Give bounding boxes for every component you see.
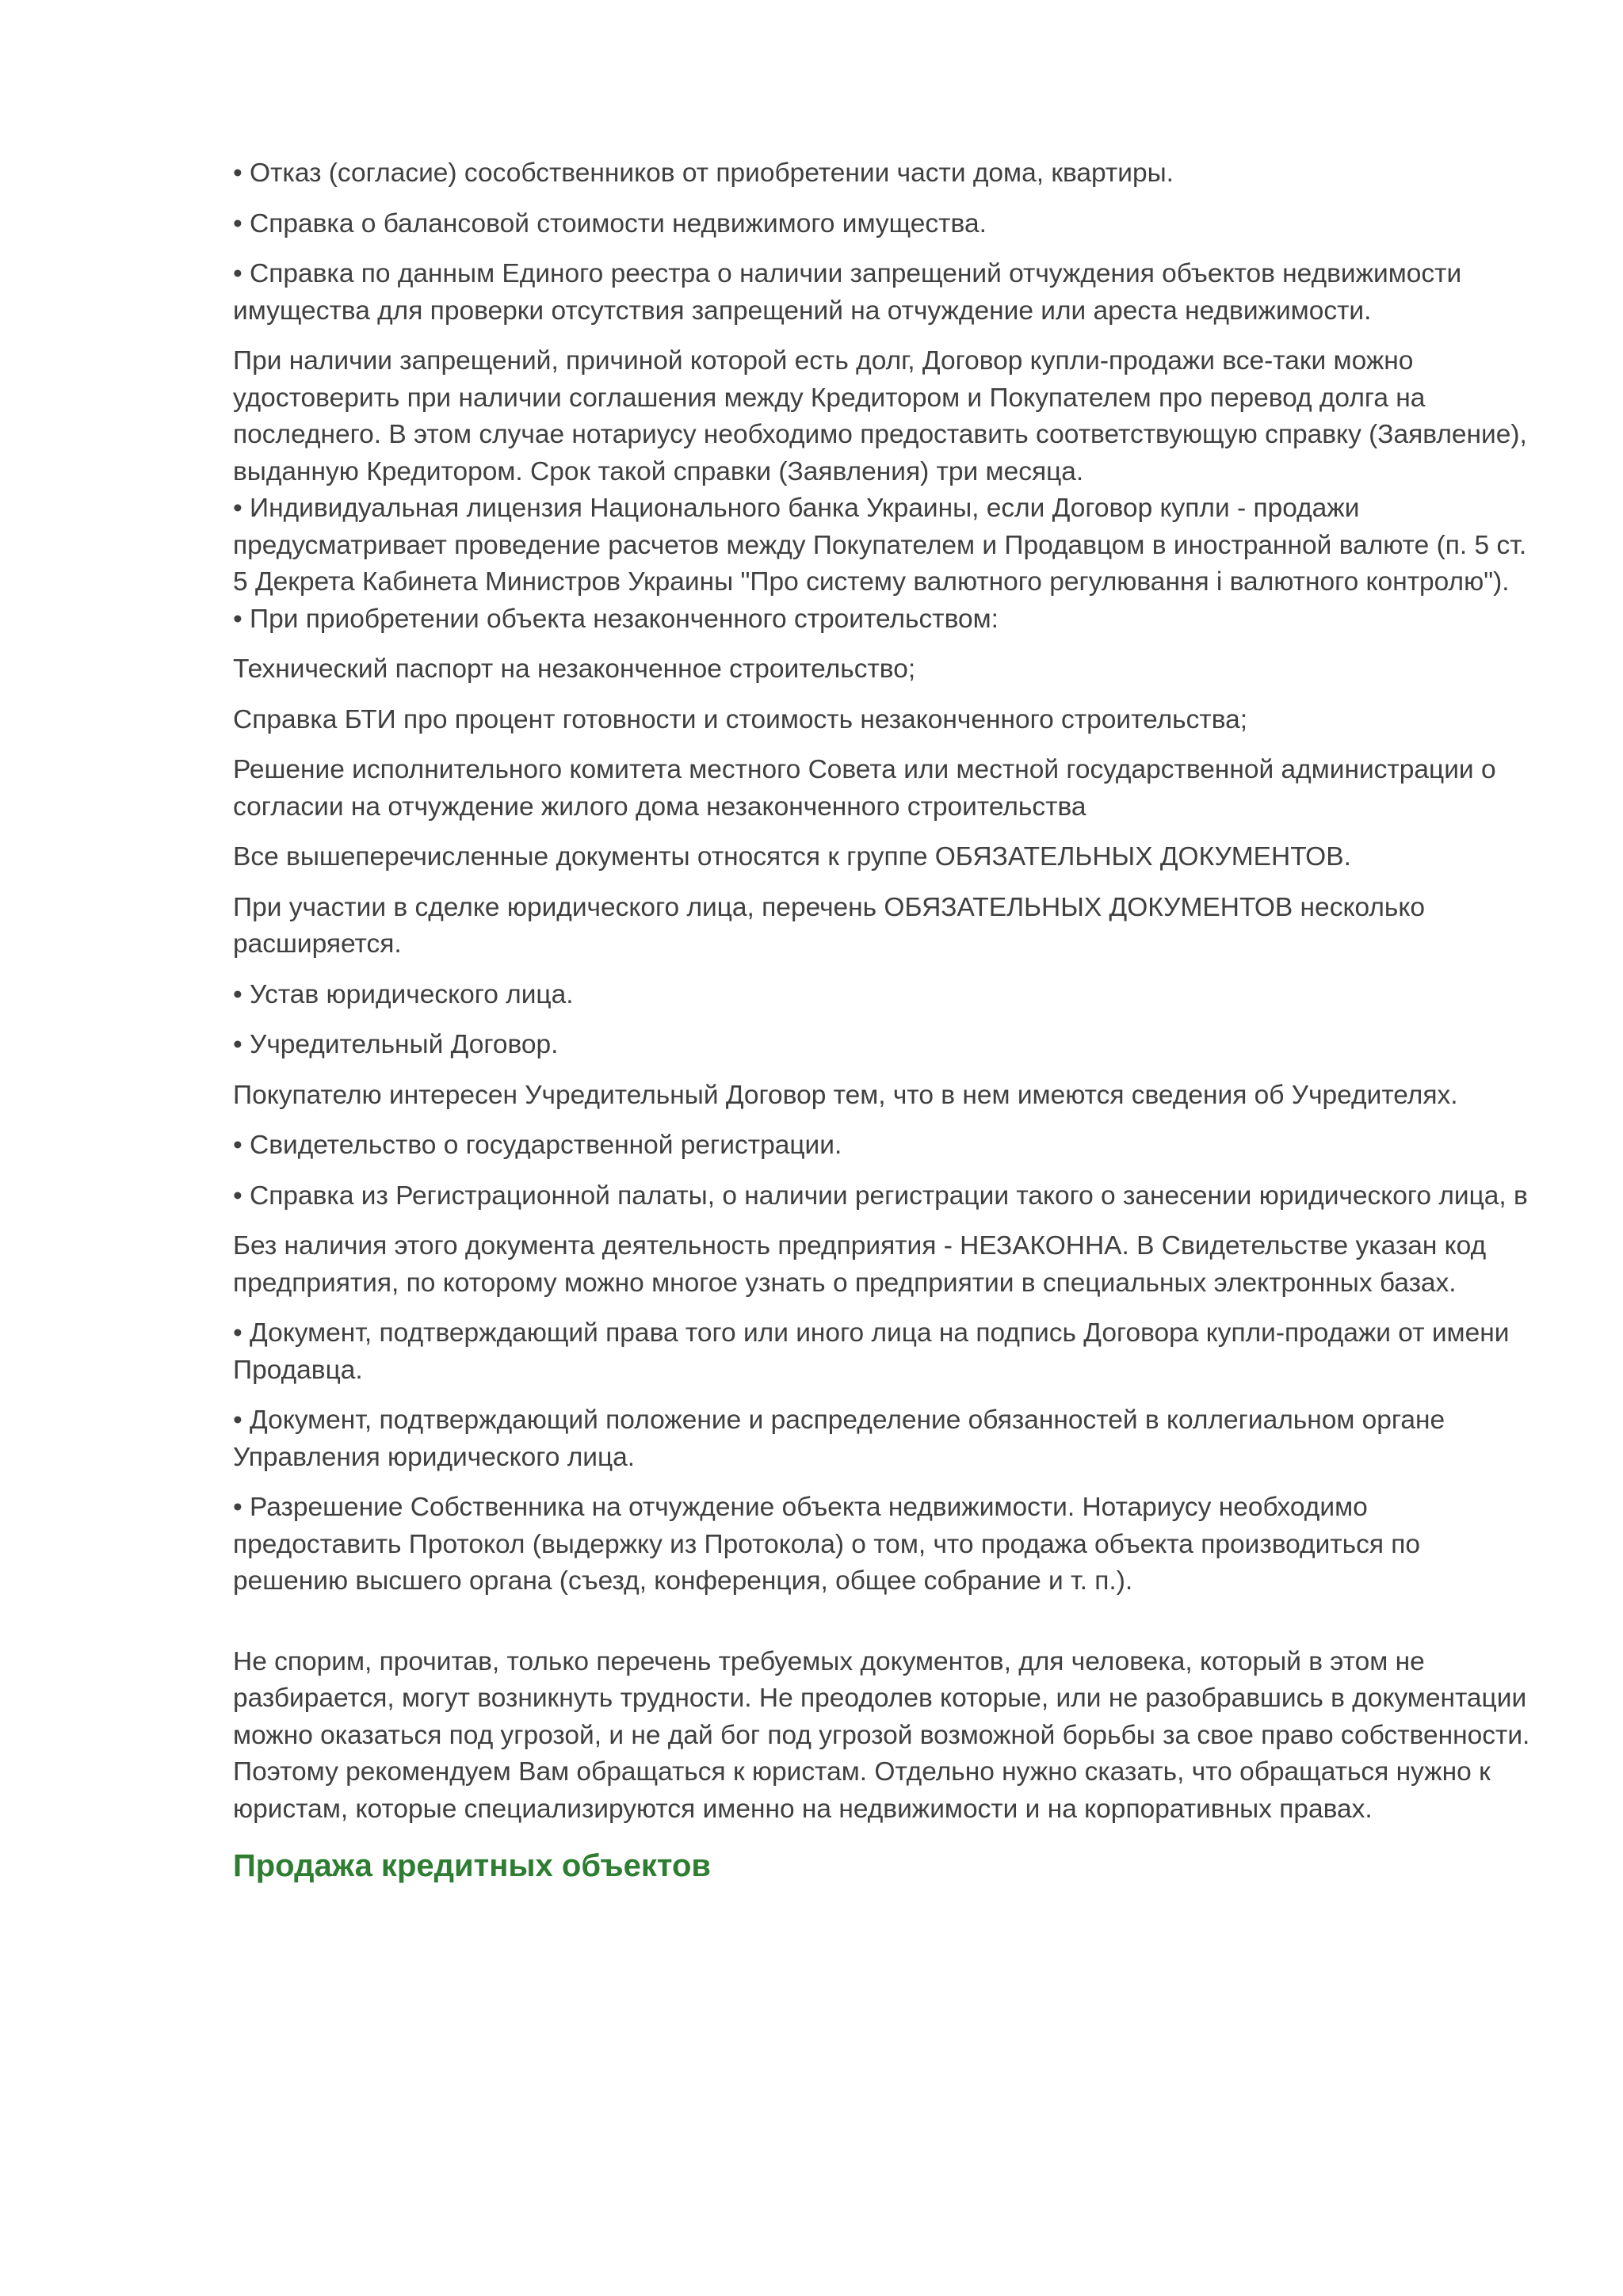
bullet-signature-authority: • Документ, подтверждающий права того или иного лица на подпись Договора купли-продажи от имени Продавца. xyxy=(233,1318,1510,1385)
paragraph-mandatory-documents: Все вышеперечисленные документы относятся к группе ОБЯЗАТЕЛЬНЫХ ДОКУМЕНТОВ. xyxy=(233,842,1351,871)
paragraph-illegal-without-document: Без наличия этого документа деятельность предприятия - НЕЗАКОННА. В Свидетельстве указан код предприятия, по которому можно многое узнать о предприятии в специальных электронных базах. xyxy=(233,1231,1487,1298)
paragraph-bti-certificate: Справка БТИ про процент готовности и стоимость незаконченного строительства; xyxy=(233,704,1248,734)
bullet-balance-value-certificate: • Справка о балансовой стоимости недвижимого имущества. xyxy=(233,208,987,238)
paragraph-debt-prohibitions: При наличии запрещений, причиной которой есть долг, Договор купли-продажи все-таки можно удостоверить при наличии соглашения между Кредитором и Покупателем про перевод долга на последнего. В этом случае нотариусу необходимо предоставить соответствующую справку (Заявление), выданную Кредитором. Срок такой справки (Заявления) три месяца. xyxy=(233,346,1527,486)
bullet-charter: • Устав юридического лица. xyxy=(233,979,574,1009)
paragraph-legal-entity-list: При участии в сделке юридического лица, перечень ОБЯЗАТЕЛЬНЫХ ДОКУМЕНТОВ несколько расширяется. xyxy=(233,892,1426,959)
bullet-state-registration: • Свидетельство о государственной регистрации. xyxy=(233,1131,842,1160)
bullet-registration-chamber-certificate: • Справка из Регистрационной палаты, о наличии регистрации такого о занесении юридического лица, в xyxy=(233,1180,1528,1211)
bullet-co-owners-refusal: • Отказ (согласие) сособственников от приобретении части дома, квартиры. xyxy=(233,158,1174,188)
bullet-owner-permission: • Разрешение Собственника на отчуждение объекта недвижимости. Нотариусу необходимо предоставить Протокол (выдержку из Протокола) о том, что продажа объекта производиться по решению высшего органа (съезд, конференция, общее собрание и т. п.). xyxy=(233,1493,1421,1596)
bullet-collegial-body-duties: • Документ, подтверждающий положение и распределение обязанностей в коллегиальном органе Управления юридического лица. xyxy=(233,1405,1445,1472)
bullet-nbu-license: • Индивидуальная лицензия Национального банка Украины, если Договор купли - продажи предусматривает проведение расчетов между Покупателем и Продавцом в иностранной валюте (п. 5 ст. 5 Декрета Кабинета Министров Украины "Про систему валютного регулювання і валютного контролю"). xyxy=(233,494,1527,597)
paragraph-executive-committee-decision: Решение исполнительного комитета местного Совета или местной государственной администрации о согласии на отчуждение жилого дома незаконченного строительства xyxy=(233,755,1496,822)
paragraph-technical-passport: Технический паспорт на незаконченное строительство; xyxy=(233,654,916,684)
bullet-unfinished-construction: • При приобретении объекта незаконченного строительством: xyxy=(233,604,999,634)
bullet-registry-prohibitions-certificate: • Справка по данным Единого реестра о наличии запрещений отчуждения объектов недвижимости имущества для проверки отсутствия запрещений на отчуждение или ареста недвижимости. xyxy=(233,259,1462,326)
paragraph-founders-info: Покупателю интересен Учредительный Договор тем, что в нем имеются сведения об Учредителях. xyxy=(233,1080,1458,1110)
paragraph-spacer xyxy=(233,1614,1533,1644)
document-body xyxy=(233,155,1533,1886)
paragraph-lawyers-recommendation: Не спорим, прочитав, только перечень требуемых документов, для человека, который в этом не разбирается, могут возникнуть трудности. Не преодолев которые, или не разобравшись в документации можно оказаться под угрозой, и не дай бог под угрозой возможной борьбы за свое право собственности. Поэтому рекомендуем Вам обращаться к юристам. Отдельно нужно сказать, что обращаться нужно к юристам, которые специализируются именно на недвижимости и на корпоративных правах. xyxy=(233,1646,1530,1824)
bullet-founding-agreement: • Учредительный Договор. xyxy=(233,1030,559,1059)
section-heading: Продажа кредитных объектов xyxy=(233,1848,712,1883)
